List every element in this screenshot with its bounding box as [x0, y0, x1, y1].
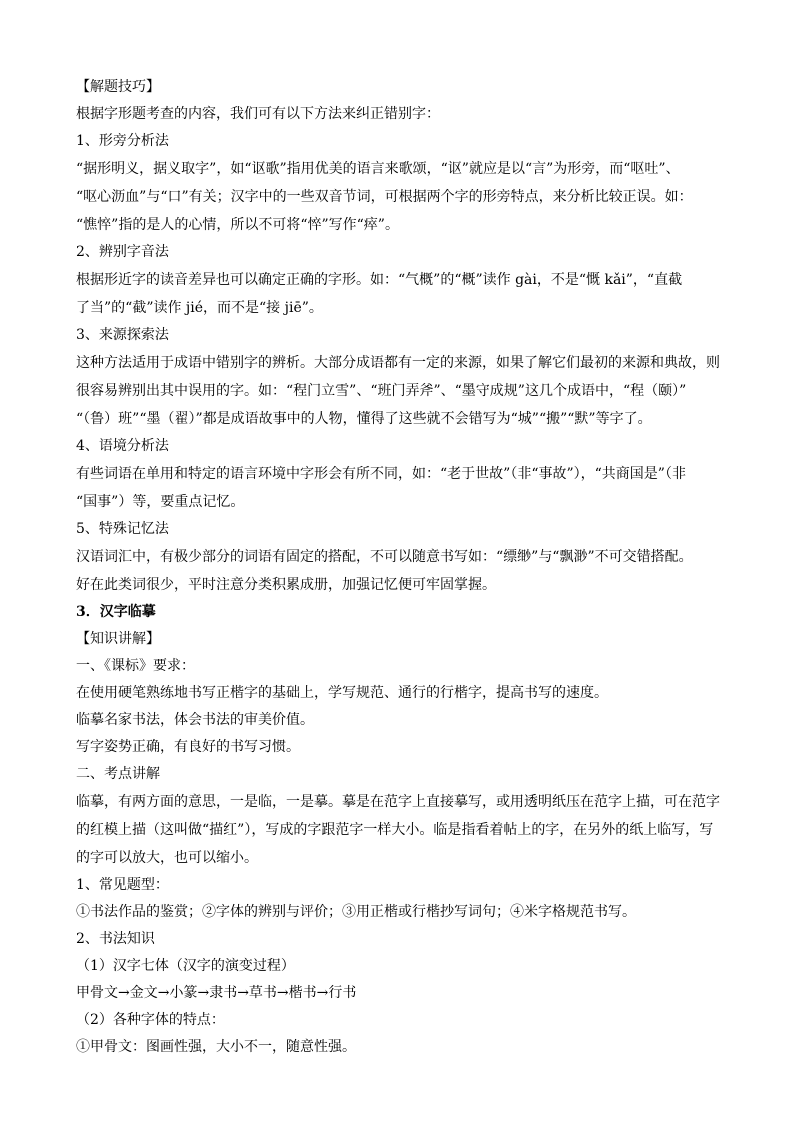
paragraph-method-2-line-2: 了当”的“截”读作 jié，而不是“接 jiē”。 — [76, 300, 323, 316]
subheading-method-3: 3、来源探索法 — [76, 327, 169, 343]
paragraph-copying-line-1: 临摹，有两方面的意思，一是临，一是摹。摹是在范字上直接摹写，或用透明纸压在范字上描，可在范字 — [76, 794, 720, 810]
paragraph-intro: 根据字形题考查的内容，我们可有以下方法来纠正错别字： — [76, 106, 440, 122]
paragraph-method-3-line-2: 很容易辨别出其中误用的字。如：“程门立雪”、“班门弄斧”、“墨守成规”这几个成语中，“程（颐）” — [76, 383, 687, 399]
paragraph-method-4-line-2: “国事”）等，要重点记忆。 — [76, 494, 245, 510]
paragraph-method-1-line-3: “憔悴”指的是人的心情，所以不可将“悴”写作“瘁”。 — [76, 217, 399, 233]
requirement-item-3: 写字姿势正确，有良好的书写习惯。 — [76, 739, 300, 755]
subheading-method-5: 5、特殊记忆法 — [76, 521, 169, 537]
question-types-list: ①书法作品的鉴赏；②字体的辨别与评价；③用正楷或行楷抄写词句；④米字格规范书写。 — [76, 904, 636, 920]
requirement-item-2: 临摹名家书法，体会书法的审美价值。 — [76, 712, 314, 728]
script-evolution-sequence: 甲骨文→金文→小篆→隶书→草书→楷书→行书 — [76, 985, 357, 1001]
heading-problem-solving-tips: 【解题技巧】 — [76, 79, 160, 95]
subheading-test-points: 二、考点讲解 — [76, 766, 160, 782]
heading-knowledge-explanation: 【知识讲解】 — [76, 631, 160, 647]
subheading-method-1: 1、形旁分析法 — [76, 133, 169, 149]
subheading-script-features: （2）各种字体的特点： — [76, 1012, 225, 1028]
paragraph-method-5-line-2: 好在此类词很少，平时注意分类积累成册，加强记忆便可牢固掌握。 — [76, 577, 496, 593]
subheading-method-2: 2、辨别字音法 — [76, 244, 169, 260]
subheading-curriculum-requirements: 一、《课标》要求： — [76, 658, 195, 674]
paragraph-method-2-line-1: 根据形近字的读音差异也可以确定正确的字形。如：“气概”的“概”读作 gài，不是“慨 kǎi”，“直截 — [76, 272, 683, 288]
paragraph-method-1-line-1: “据形明义，据义取字”，如“讴歌”指用优美的语言来歌颂，“讴”就应是以“言”为形旁，而“呕吐”、 — [76, 161, 680, 177]
script-feature-oracle-bone: ①甲骨文：图画性强，大小不一，随意性强。 — [76, 1039, 356, 1055]
subheading-seven-scripts: （1）汉字七体（汉字的演变过程） — [76, 958, 295, 974]
paragraph-copying-line-2: 的红模上描（这叫做“描红”），写成的字跟范字一样大小。临是指看着帖上的字，在另外的纸上临写，写 — [76, 822, 714, 838]
section-heading-calligraphy: 3．汉字临摹 — [76, 604, 156, 620]
subheading-calligraphy-knowledge: 2、书法知识 — [76, 931, 155, 947]
paragraph-method-4-line-1: 有些词语在单用和特定的语言环境中字形会有所不同，如：“老于世故”（非“事故”），“共商国是”（非 — [76, 466, 686, 482]
document-page — [76, 74, 720, 1061]
paragraph-method-1-line-2: “呕心沥血”与“口”有关；汉字中的一些双音节词，可根据两个字的形旁特点，来分析比较正误。如： — [76, 189, 693, 205]
paragraph-method-5-line-1: 汉语词汇中，有极少部分的词语有固定的搭配，不可以随意书写如：“缥缈”与“飘渺”不可交错搭配。 — [76, 549, 693, 565]
subheading-method-4: 4、语境分析法 — [76, 438, 169, 454]
paragraph-copying-line-3: 的字可以放大，也可以缩小。 — [76, 850, 258, 866]
paragraph-method-3-line-1: 这种方法适用于成语中错别字的辨析。大部分成语都有一定的来源，如果了解它们最初的来源和典故，则 — [76, 355, 720, 371]
paragraph-method-3-line-3: “（鲁）班”“墨（翟）”都是成语故事中的人物，懂得了这些就不会错写为“城”“搬”“默”等字了。 — [76, 411, 652, 427]
requirement-item-1: 在使用硬笔熟练地书写正楷字的基础上，学写规范、通行的行楷字，提高书写的速度。 — [76, 685, 608, 701]
subheading-question-types: 1、常见题型： — [76, 877, 169, 893]
